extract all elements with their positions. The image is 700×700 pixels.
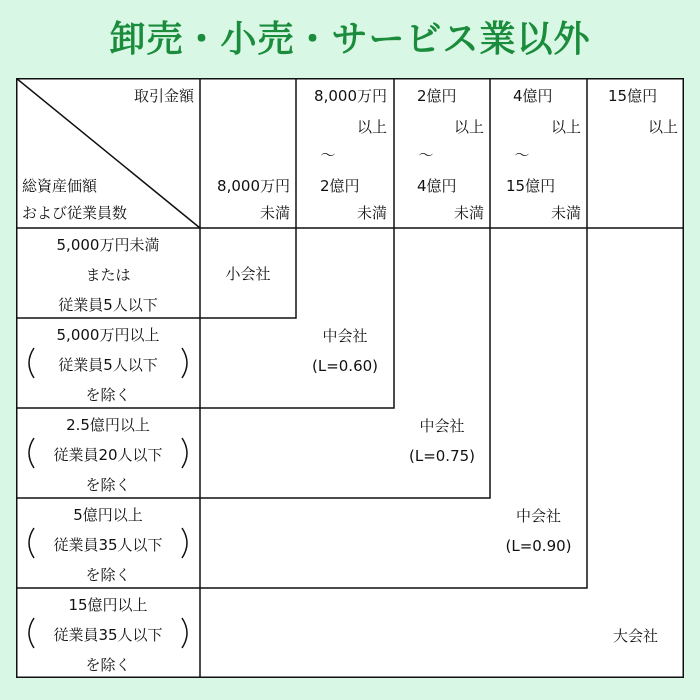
- col3-from: 2億円: [417, 87, 457, 105]
- row4-line3: を除く: [85, 566, 131, 584]
- region-small-company: 小会社: [225, 265, 271, 283]
- row5-line3: を除く: [85, 656, 131, 674]
- col2-from-qualifier: 以上: [356, 118, 387, 136]
- col3-from-qualifier: 以上: [453, 118, 484, 136]
- row1-line1: 5,000万円未満: [56, 236, 160, 254]
- col4-from: 4億円: [513, 87, 553, 105]
- region-mid1-ratio: (L=0.60): [311, 357, 379, 375]
- col4-tilde: ～: [514, 146, 530, 164]
- col1-amount: 8,000万円: [217, 177, 290, 195]
- row4-line2: 従業員35人以下: [53, 536, 163, 554]
- col1-qualifier: 未満: [259, 204, 290, 222]
- corner-label-transaction: 取引金額: [133, 87, 194, 105]
- region-mid1-name: 中会社: [322, 327, 368, 345]
- col4-to: 15億円: [506, 177, 556, 195]
- col2-from: 8,000万円: [314, 87, 387, 105]
- col2-tilde: ～: [320, 146, 336, 164]
- col4-from-qualifier: 以上: [550, 118, 581, 136]
- col2-to-qualifier: 未満: [356, 204, 387, 222]
- region-large-company: 大会社: [612, 627, 658, 645]
- row5-line1: 15億円以上: [68, 596, 148, 614]
- page-title: 卸売・小売・サービス業以外: [109, 19, 591, 60]
- col3-tilde: ～: [418, 146, 434, 164]
- row3-line2: 従業員20人以下: [53, 446, 163, 464]
- region-mid2-name: 中会社: [419, 417, 465, 435]
- corner-label-employees: および従業員数: [22, 204, 128, 222]
- row1-line2: または: [85, 266, 131, 284]
- row3-line3: を除く: [85, 476, 131, 494]
- row1-line3: 従業員5人以下: [58, 296, 158, 314]
- corner-label-assets: 総資産価額: [22, 177, 98, 195]
- row2-line2: 従業員5人以下: [58, 356, 158, 374]
- col4-to-qualifier: 未満: [550, 204, 581, 222]
- row2-line1: 5,000万円以上: [56, 326, 160, 344]
- col5-from: 15億円: [608, 87, 658, 105]
- region-mid3-name: 中会社: [515, 507, 561, 525]
- row5-line2: 従業員35人以下: [53, 626, 163, 644]
- row3-line1: 2.5億円以上: [66, 416, 150, 434]
- company-size-table: [16, 78, 684, 678]
- row4-line1: 5億円以上: [73, 506, 143, 524]
- col5-from-qualifier: 以上: [647, 118, 678, 136]
- region-mid3-ratio: (L=0.90): [505, 537, 572, 555]
- region-mid2-ratio: (L=0.75): [408, 447, 476, 465]
- row2-line3: を除く: [85, 386, 131, 404]
- table-grid: [16, 78, 684, 678]
- col3-to-qualifier: 未満: [453, 204, 484, 222]
- col2-to: 2億円: [320, 177, 360, 195]
- col3-to: 4億円: [417, 177, 457, 195]
